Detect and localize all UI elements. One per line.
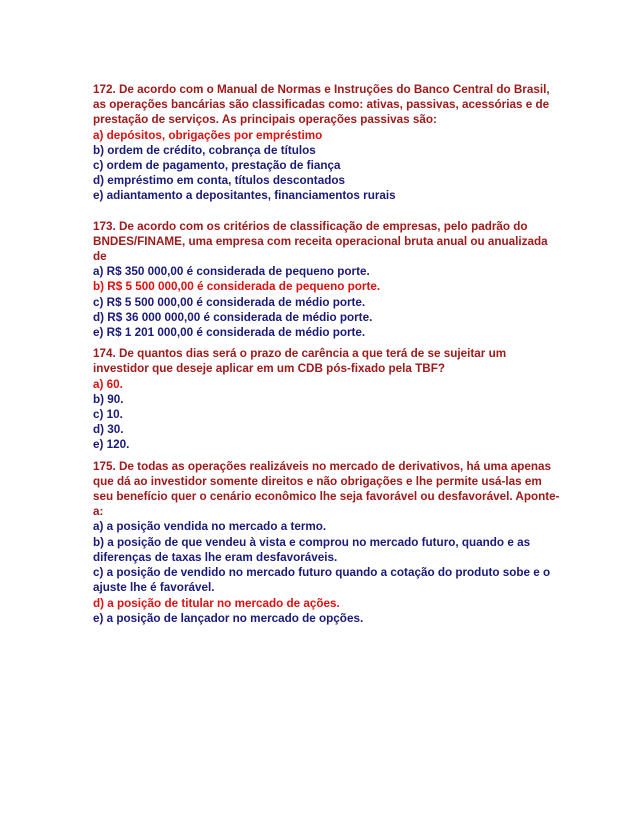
question-stem: 174. De quantos dias será o prazo de carência a que terá de se sujeitar um investidor que deseje aplicar em um CDB pós-fixado pela TBF? bbox=[93, 347, 507, 376]
question-172 bbox=[93, 82, 563, 204]
answer-option-d: d) a posição de titular no mercado de ações. bbox=[93, 596, 340, 610]
question-stem: 172. De acordo com o Manual de Normas e Instruções do Banco Central do Brasil, as operações bancárias são classificadas como: ativas, passivas, acessórias e de prestação de serviços. As principais operações passivas são: bbox=[93, 83, 550, 127]
answer-option-c: c) ordem de pagamento, prestação de fiança bbox=[93, 159, 341, 173]
spacer bbox=[93, 204, 563, 219]
question-stem: 175. De todas as operações realizáveis no mercado de derivativos, há uma apenas que dá ao investidor somente direitos e não obrigações e lhe permite usá-las em seu benefício quer o cenário econômico lhe seja favorável ou desfavorável. Aponte-a: bbox=[93, 459, 560, 519]
question-stem: 173. De acordo com os critérios de classificação de empresas, pelo padrão do BNDES/FINAME, uma empresa com receita operacional bruta anual ou anualizada de bbox=[93, 219, 548, 264]
answer-option-d: d) R$ 36 000 000,00 é considerada de médio porte. bbox=[93, 310, 373, 324]
document-page bbox=[93, 82, 563, 626]
answer-option-c: c) a posição de vendido no mercado futuro quando a cotação do produto sobe e o ajuste lhe é favorável. bbox=[93, 566, 551, 595]
answer-option-a: a) 60. bbox=[93, 377, 123, 391]
question-175 bbox=[93, 459, 563, 626]
question-174 bbox=[93, 346, 563, 452]
answer-option-b: b) 90. bbox=[93, 392, 124, 406]
question-173 bbox=[93, 219, 563, 341]
answer-option-e: e) adiantamento a depositantes, financiamentos rurais bbox=[93, 189, 396, 203]
answer-option-e: e) R$ 1 201 000,00 é considerada de médio porte. bbox=[93, 326, 366, 340]
answer-option-a: a) R$ 350 000,00 é considerada de pequeno porte. bbox=[93, 265, 370, 279]
answer-option-a: a) a posição vendida no mercado a termo. bbox=[93, 520, 327, 534]
answer-option-b: b) ordem de crédito, cobrança de títulos bbox=[93, 143, 316, 157]
answer-option-a: a) depósitos, obrigações por empréstimo bbox=[93, 128, 323, 142]
answer-option-b: b) R$ 5 500 000,00 é considerada de pequeno porte. bbox=[93, 280, 381, 294]
answer-option-c: c) R$ 5 500 000,00 é considerada de médio porte. bbox=[93, 295, 366, 309]
answer-option-e: e) a posição de lançador no mercado de opções. bbox=[93, 611, 364, 625]
answer-option-d: d) empréstimo em conta, títulos descontados bbox=[93, 174, 345, 188]
answer-option-b: b) a posição de que vendeu à vista e comprou no mercado futuro, quando e as diferenças de taxas lhe eram desfavoráveis. bbox=[93, 535, 531, 564]
answer-option-d: d) 30. bbox=[93, 423, 124, 437]
answer-option-c: c) 10. bbox=[93, 408, 123, 422]
answer-option-e: e) 120. bbox=[93, 438, 130, 452]
